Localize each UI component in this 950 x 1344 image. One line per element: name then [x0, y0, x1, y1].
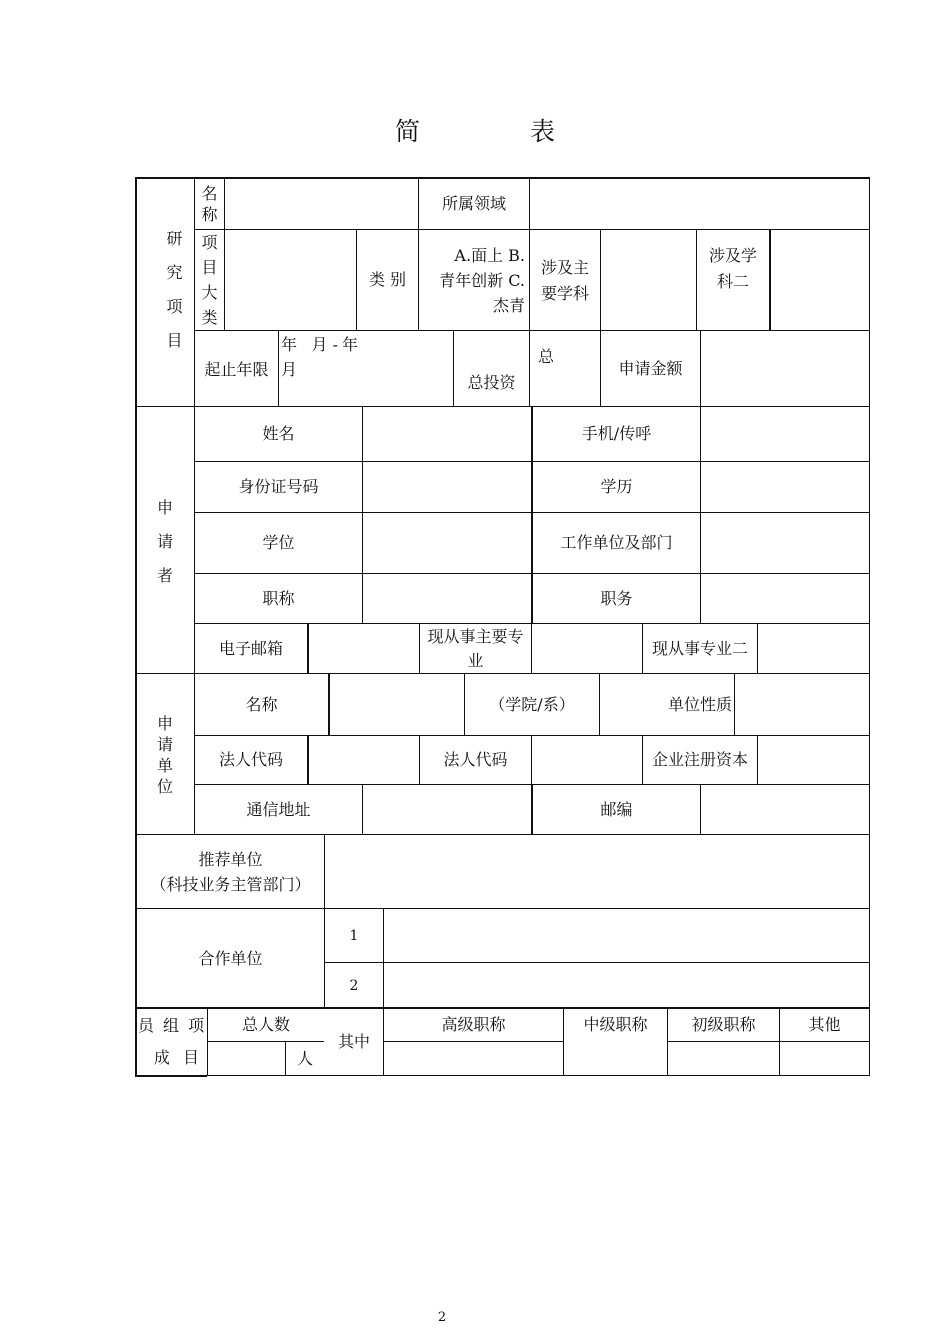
- period-label: 起止年限: [204, 360, 269, 379]
- college-label: （学院/系）: [489, 694, 575, 714]
- id-number-field[interactable]: [363, 462, 531, 512]
- workplace-field[interactable]: [701, 513, 869, 573]
- registered-capital-field[interactable]: [758, 736, 869, 784]
- total-members-label: 总人数: [241, 1015, 290, 1034]
- applicant-name-label: 姓名: [262, 424, 295, 443]
- total-investment-field[interactable]: 总: [538, 347, 555, 366]
- apply-amount-label: 申请金额: [618, 359, 683, 378]
- grid-line: [135, 1075, 207, 1077]
- mobile-field[interactable]: [701, 407, 869, 461]
- legal-code-2-field[interactable]: [532, 736, 642, 784]
- recommending-unit-field[interactable]: [325, 835, 869, 908]
- address-label: 通信地址: [246, 799, 311, 819]
- senior-title-field[interactable]: [384, 1042, 563, 1075]
- unit-nature-field[interactable]: [735, 674, 869, 735]
- project-type-options[interactable]: A.面上 B. 青年创新 C. 杰青: [439, 245, 525, 315]
- postcode-label: 邮编: [600, 799, 633, 819]
- research-project-section-label: 研 究 项 目: [166, 229, 184, 350]
- project-type-label: 类 别: [368, 270, 407, 289]
- members-label-top: 员 组 项: [137, 1015, 207, 1035]
- cooperation-row-number: 1: [349, 927, 359, 944]
- legal-code-2-label: 法人代码: [443, 750, 508, 769]
- registered-capital-label: 企业注册资本: [651, 750, 748, 769]
- project-category-group-field[interactable]: [225, 230, 356, 330]
- other-title-field[interactable]: [780, 1042, 869, 1075]
- position-label: 职务: [600, 588, 633, 608]
- table-border-right: [869, 177, 870, 1076]
- main-discipline-field[interactable]: [601, 230, 696, 330]
- discipline-2-label: 涉及学 科二: [708, 246, 757, 291]
- total-members-field[interactable]: [208, 1042, 285, 1075]
- unit-name-field[interactable]: [330, 674, 464, 735]
- discipline-2-field[interactable]: [771, 230, 869, 330]
- cooperation-unit-1-field[interactable]: [384, 909, 869, 962]
- project-category-group-label: 项 目 大 类: [201, 233, 218, 327]
- senior-title-label: 高级职称: [441, 1015, 506, 1034]
- legal-code-field[interactable]: [309, 736, 419, 784]
- main-discipline-label: 涉及主 要学科: [540, 258, 589, 303]
- field-domain-label: 所属领域: [441, 194, 506, 213]
- degree-label: 学位: [262, 533, 295, 552]
- total-investment-label: 总投资: [467, 373, 516, 392]
- period-field[interactable]: 年 月 - 年 月: [281, 335, 359, 379]
- education-label: 学历: [600, 477, 633, 496]
- professional-title-label: 职称: [262, 588, 295, 608]
- table-border-bottom: [135, 1075, 870, 1076]
- address-field[interactable]: [363, 785, 531, 834]
- junior-title-field[interactable]: [668, 1042, 779, 1075]
- email-label: 电子邮箱: [218, 638, 283, 658]
- cooperation-unit-label: 合作单位: [198, 948, 263, 968]
- page-number: 2: [437, 1310, 447, 1325]
- person-unit-label: 人: [296, 1048, 313, 1068]
- workplace-label: 工作单位及部门: [560, 533, 673, 552]
- second-major-label: 现从事专业二: [651, 638, 748, 658]
- field-domain-field[interactable]: [530, 179, 869, 229]
- middle-title-label: 中级职称: [583, 1015, 648, 1034]
- project-name-label: 名 称: [201, 184, 218, 224]
- cooperation-row-number: 2: [349, 977, 359, 994]
- unit-name-label: 名称: [245, 694, 278, 714]
- education-field[interactable]: [701, 462, 869, 512]
- project-name-field[interactable]: [225, 179, 418, 229]
- among-label: 其中: [337, 1032, 370, 1051]
- mobile-label: 手机/传呼: [581, 424, 652, 443]
- cooperation-unit-2-field[interactable]: [384, 963, 869, 1007]
- professional-title-field[interactable]: [363, 574, 531, 623]
- apply-amount-field[interactable]: [701, 331, 869, 407]
- other-title-label: 其他: [808, 1015, 841, 1034]
- members-label-bottom: 成 目: [153, 1048, 203, 1067]
- email-field[interactable]: [309, 624, 419, 673]
- unit-nature-label: 单位性质: [667, 694, 732, 714]
- applicant-unit-section-label: 申 请 单 位: [156, 714, 173, 796]
- postcode-field[interactable]: [701, 785, 869, 834]
- junior-title-label: 初级职称: [691, 1015, 756, 1034]
- legal-code-label: 法人代码: [218, 750, 283, 769]
- applicant-section-label: 申 请 者: [156, 498, 173, 585]
- title-char-2: 表: [530, 117, 556, 146]
- title-char-1: 简: [394, 117, 420, 146]
- position-field[interactable]: [701, 574, 869, 623]
- applicant-name-field[interactable]: [363, 407, 531, 461]
- id-number-label: 身份证号码: [238, 477, 319, 496]
- second-major-field[interactable]: [758, 624, 869, 673]
- recommending-unit-label: 推荐单位 （科技业务主管部门）: [150, 849, 311, 894]
- degree-field[interactable]: [363, 513, 531, 573]
- main-major-field[interactable]: [532, 624, 642, 673]
- main-major-label: 现从事主要专 业: [427, 626, 524, 670]
